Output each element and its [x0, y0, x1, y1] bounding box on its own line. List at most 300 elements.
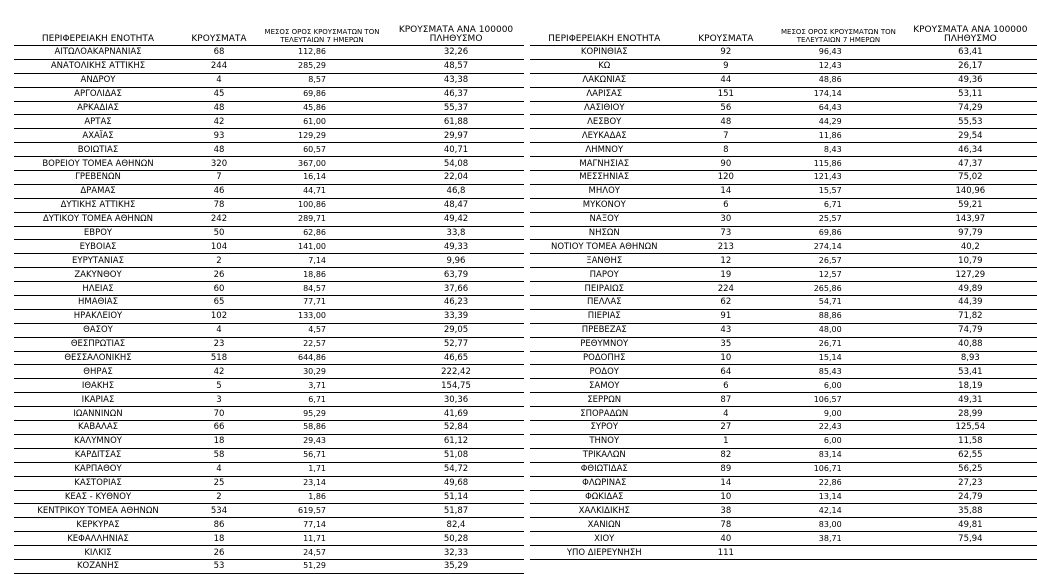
region-cell: ΝΟΤΙΟΥ ΤΟΜΕΑ ΑΘΗΝΩΝ — [530, 240, 679, 254]
right-cases-table — [530, 18, 1037, 560]
per100k-cell: 46,34 — [904, 143, 1037, 157]
cases-cell: 518 — [182, 351, 256, 365]
cases-cell: 6 — [679, 379, 774, 393]
avg7-cell: 77,71 — [256, 296, 388, 310]
per100k-cell: 49,33 — [388, 240, 524, 254]
avg7-cell: 8,43 — [773, 143, 904, 157]
cases-cell: 48 — [182, 101, 256, 115]
cases-cell: 82 — [679, 448, 774, 462]
avg7-cell: 83,14 — [773, 448, 904, 462]
table-row — [14, 559, 524, 573]
table-row — [14, 46, 524, 60]
per100k-cell: 50,28 — [388, 532, 524, 546]
per100k-cell: 35,29 — [388, 559, 524, 573]
cases-cell: 60 — [182, 282, 256, 296]
cases-cell: 68 — [182, 46, 256, 60]
per100k-cell: 27,23 — [904, 476, 1037, 490]
region-cell: ΠΙΕΡΙΑΣ — [530, 309, 679, 323]
avg7-cell: 6,71 — [256, 393, 388, 407]
table-row — [14, 184, 524, 198]
table-row — [14, 518, 524, 532]
table-row — [530, 532, 1037, 546]
table-row — [14, 421, 524, 435]
cases-cell: 64 — [679, 365, 774, 379]
cases-cell: 42 — [182, 115, 256, 129]
per100k-cell: 82,4 — [388, 518, 524, 532]
avg7-cell: 3,71 — [256, 379, 388, 393]
table-row — [530, 309, 1037, 323]
avg7-cell: 83,00 — [773, 518, 904, 532]
region-cell: ΕΥΡΥΤΑΝΙΑΣ — [14, 254, 182, 268]
region-cell: ΝΗΣΩΝ — [530, 226, 679, 240]
table-row — [14, 434, 524, 448]
table-row — [530, 198, 1037, 212]
cases-cell: 2 — [182, 254, 256, 268]
region-cell: ΣΥΡΟΥ — [530, 421, 679, 435]
per100k-cell: 125,54 — [904, 421, 1037, 435]
avg7-cell: 84,57 — [256, 282, 388, 296]
cases-cell: 35 — [679, 337, 774, 351]
cases-cell: 18 — [182, 434, 256, 448]
cases-cell: 120 — [679, 171, 774, 185]
region-cell: ΚΕΝΤΡΙΚΟΥ ΤΟΜΕΑ ΑΘΗΝΩΝ — [14, 504, 182, 518]
region-cell: ΛΑΚΩΝΙΑΣ — [530, 73, 679, 87]
region-cell: ΣΠΟΡΑΔΩΝ — [530, 407, 679, 421]
table-row — [14, 546, 524, 560]
per100k-cell: 55,53 — [904, 115, 1037, 129]
per100k-cell: 46,8 — [388, 184, 524, 198]
table-row — [530, 240, 1037, 254]
avg7-cell: 106,57 — [773, 393, 904, 407]
per100k-cell: 127,29 — [904, 268, 1037, 282]
region-cell: ΜΥΚΟΝΟΥ — [530, 198, 679, 212]
avg7-cell: 29,43 — [256, 434, 388, 448]
table-row — [14, 393, 524, 407]
per100k-cell: 49,31 — [904, 393, 1037, 407]
per100k-cell: 33,39 — [388, 309, 524, 323]
per100k-cell: 46,65 — [388, 351, 524, 365]
table-row — [530, 101, 1037, 115]
table-row — [14, 115, 524, 129]
avg7-cell: 38,71 — [773, 532, 904, 546]
left-cases-table — [14, 18, 524, 574]
per100k-cell: 48,47 — [388, 198, 524, 212]
per100k-cell: 143,97 — [904, 212, 1037, 226]
table-row — [14, 379, 524, 393]
cases-header: ΚΡΟΥΣΜΑΤΑ — [679, 18, 774, 46]
region-cell: ΙΩΑΝΝΙΝΩΝ — [14, 407, 182, 421]
per100k-cell: 49,42 — [388, 212, 524, 226]
region-cell: ΗΛΕΙΑΣ — [14, 282, 182, 296]
region-cell: ΛΕΣΒΟΥ — [530, 115, 679, 129]
per100k-cell: 140,96 — [904, 184, 1037, 198]
cases-cell: 87 — [679, 393, 774, 407]
avg7-cell: 56,71 — [256, 448, 388, 462]
per100k-cell: 18,19 — [904, 379, 1037, 393]
cases-cell: 4 — [679, 407, 774, 421]
avg7-cell: 15,57 — [773, 184, 904, 198]
per100k-cell: 29,05 — [388, 323, 524, 337]
region-cell: ΥΠΟ ΔΙΕΡΕΥΝΗΣΗ — [530, 546, 679, 560]
region-cell: ΛΕΥΚΑΔΑΣ — [530, 129, 679, 143]
avg7-cell: 274,14 — [773, 240, 904, 254]
region-cell: ΜΗΛΟΥ — [530, 184, 679, 198]
cases-cell: 4 — [182, 73, 256, 87]
avg7-cell: 24,57 — [256, 546, 388, 560]
cases-cell: 19 — [679, 268, 774, 282]
avg7-cell: 7,14 — [256, 254, 388, 268]
avg7-cell — [773, 546, 904, 560]
table-row — [14, 73, 524, 87]
per100k-cell: 22,04 — [388, 171, 524, 185]
region-cell: ΙΚΑΡΙΑΣ — [14, 393, 182, 407]
cases-cell: 48 — [182, 143, 256, 157]
per100k-cell: 40,88 — [904, 337, 1037, 351]
table-row — [14, 87, 524, 101]
table-row — [530, 87, 1037, 101]
avg7-cell: 6,71 — [773, 198, 904, 212]
avg7-cell: 13,14 — [773, 490, 904, 504]
per100k-cell: 75,94 — [904, 532, 1037, 546]
avg7-cell: 8,57 — [256, 73, 388, 87]
cases-cell: 91 — [679, 309, 774, 323]
cases-cell: 90 — [679, 157, 774, 171]
region-cell: ΑΝΔΡΟΥ — [14, 73, 182, 87]
per100k-cell: 49,81 — [904, 518, 1037, 532]
cases-cell: 242 — [182, 212, 256, 226]
cases-cell: 27 — [679, 421, 774, 435]
cases-cell: 42 — [182, 365, 256, 379]
avg7-cell: 1,71 — [256, 462, 388, 476]
region-cell: ΛΗΜΝΟΥ — [530, 143, 679, 157]
table-row — [14, 296, 524, 310]
region-cell: ΛΑΣΙΘΙΟΥ — [530, 101, 679, 115]
region-cell: ΑΧΑΪΑΣ — [14, 129, 182, 143]
region-cell: ΓΡΕΒΕΝΩΝ — [14, 171, 182, 185]
per100k-cell: 47,37 — [904, 157, 1037, 171]
cases-cell: 9 — [679, 59, 774, 73]
cases-cell: 26 — [182, 268, 256, 282]
region-cell: ΤΡΙΚΑΛΩΝ — [530, 448, 679, 462]
table-row — [14, 282, 524, 296]
region-cell: ΧΑΛΚΙΔΙΚΗΣ — [530, 504, 679, 518]
avg7-cell: 69,86 — [256, 87, 388, 101]
per100k-cell: 28,99 — [904, 407, 1037, 421]
cases-cell: 3 — [182, 393, 256, 407]
region-cell: ΠΡΕΒΕΖΑΣ — [530, 323, 679, 337]
cases-cell: 23 — [182, 337, 256, 351]
cases-cell: 50 — [182, 226, 256, 240]
cases-header: ΚΡΟΥΣΜΑΤΑ — [182, 18, 256, 46]
avg7-cell: 88,86 — [773, 309, 904, 323]
table-row — [530, 448, 1037, 462]
avg7-cell: 100,86 — [256, 198, 388, 212]
region-cell: ΒΟΡΕΙΟΥ ΤΟΜΕΑ ΑΘΗΝΩΝ — [14, 157, 182, 171]
cases-cell: 151 — [679, 87, 774, 101]
region-cell: ΡΕΘΥΜΝΟΥ — [530, 337, 679, 351]
table-row — [530, 59, 1037, 73]
per100k-cell: 30,36 — [388, 393, 524, 407]
region-cell: ΚΑΡΔΙΤΣΑΣ — [14, 448, 182, 462]
cases-cell: 244 — [182, 59, 256, 73]
cases-cell: 14 — [679, 476, 774, 490]
per100k-cell: 54,72 — [388, 462, 524, 476]
cases-cell: 46 — [182, 184, 256, 198]
table-row — [530, 476, 1037, 490]
region-cell: ΛΑΡΙΣΑΣ — [530, 87, 679, 101]
table-row — [14, 143, 524, 157]
avg7-cell: 45,86 — [256, 101, 388, 115]
avg7-cell: 129,29 — [256, 129, 388, 143]
cases-cell: 73 — [679, 226, 774, 240]
region-cell: ΚΙΛΚΙΣ — [14, 546, 182, 560]
region-cell: ΚΕΦΑΛΛΗΝΙΑΣ — [14, 532, 182, 546]
region-cell: ΠΕΙΡΑΙΩΣ — [530, 282, 679, 296]
avg7-cell: 15,14 — [773, 351, 904, 365]
avg7-cell: 112,86 — [256, 46, 388, 60]
table-row — [14, 504, 524, 518]
cases-cell: 10 — [679, 490, 774, 504]
per100k-cell: 32,33 — [388, 546, 524, 560]
table-row — [530, 184, 1037, 198]
cases-cell: 38 — [679, 504, 774, 518]
per100k-cell: 40,71 — [388, 143, 524, 157]
avg7-cell: 95,29 — [256, 407, 388, 421]
region-cell: ΦΘΙΩΤΙΔΑΣ — [530, 462, 679, 476]
avg7-cell: 25,57 — [773, 212, 904, 226]
table-row — [530, 129, 1037, 143]
avg7-cell: 4,57 — [256, 323, 388, 337]
per100k-cell: 46,37 — [388, 87, 524, 101]
table-row — [14, 240, 524, 254]
table-row — [530, 421, 1037, 435]
region-cell: ΚΑΒΑΛΑΣ — [14, 421, 182, 435]
table-row — [530, 407, 1037, 421]
per100k-cell: 55,37 — [388, 101, 524, 115]
avg7-cell: 54,71 — [773, 296, 904, 310]
cases-cell: 7 — [182, 171, 256, 185]
region-cell: ΑΡΤΑΣ — [14, 115, 182, 129]
per100k-cell: 33,8 — [388, 226, 524, 240]
table-row — [14, 337, 524, 351]
region-cell: ΣΕΡΡΩΝ — [530, 393, 679, 407]
table-row — [530, 337, 1037, 351]
avg7-cell: 58,86 — [256, 421, 388, 435]
region-cell: ΕΥΒΟΙΑΣ — [14, 240, 182, 254]
region-cell: ΤΗΝΟΥ — [530, 434, 679, 448]
avg7-cell: 265,86 — [773, 282, 904, 296]
per100k-cell: 75,02 — [904, 171, 1037, 185]
table-row — [530, 393, 1037, 407]
region-cell: ΡΟΔΟΠΗΣ — [530, 351, 679, 365]
table-row — [530, 73, 1037, 87]
region-cell: ΑΡΓΟΛΙΔΑΣ — [14, 87, 182, 101]
cases-cell: 213 — [679, 240, 774, 254]
table-row — [530, 171, 1037, 185]
cases-cell: 62 — [679, 296, 774, 310]
per100k-cell: 49,89 — [904, 282, 1037, 296]
avg7-cell: 44,71 — [256, 184, 388, 198]
table-row — [530, 157, 1037, 171]
per100k-cell: 26,17 — [904, 59, 1037, 73]
table-row — [530, 226, 1037, 240]
table-row — [14, 101, 524, 115]
table-row — [530, 46, 1037, 60]
cases-cell: 86 — [182, 518, 256, 532]
per100k-cell: 43,38 — [388, 73, 524, 87]
per100k-cell: 40,2 — [904, 240, 1037, 254]
per100k-cell — [904, 546, 1037, 560]
table-row — [14, 323, 524, 337]
table-row — [14, 254, 524, 268]
cases-cell: 30 — [679, 212, 774, 226]
table-row — [14, 365, 524, 379]
region-cell: ΚΑΣΤΟΡΙΑΣ — [14, 476, 182, 490]
table-row — [530, 254, 1037, 268]
region-header: ΠΕΡΙΦΕΡΕΙΑΚΗ ΕΝΟΤΗΤΑ — [530, 18, 679, 46]
table-row — [14, 129, 524, 143]
avg7-cell: 22,57 — [256, 337, 388, 351]
per100k-cell: 63,41 — [904, 46, 1037, 60]
table-row — [14, 268, 524, 282]
region-cell: ΚΑΛΥΜΝΟΥ — [14, 434, 182, 448]
cases-cell: 40 — [679, 532, 774, 546]
table-row — [530, 351, 1037, 365]
avg7-cell: 644,86 — [256, 351, 388, 365]
per100k-cell: 222,42 — [388, 365, 524, 379]
table-row — [530, 115, 1037, 129]
per100k-cell: 11,58 — [904, 434, 1037, 448]
region-cell: ΑΙΤΩΛΟΑΚΑΡΝΑΝΙΑΣ — [14, 46, 182, 60]
per100k-cell: 8,93 — [904, 351, 1037, 365]
cases-cell: 53 — [182, 559, 256, 573]
avg7-header: ΜΕΣΟΣ ΟΡΟΣ ΚΡΟΥΣΜΑΤΩΝ ΤΟΝ ΤΕΛΕΥΤΑΙΩΝ 7 ΗΜΕΡΩΝ — [256, 18, 388, 46]
per100k-cell: 32,26 — [388, 46, 524, 60]
avg7-header: ΜΕΣΟΣ ΟΡΟΣ ΚΡΟΥΣΜΑΤΩΝ ΤΟΝ ΤΕΛΕΥΤΑΙΩΝ 7 ΗΜΕΡΩΝ — [773, 18, 904, 46]
avg7-cell: 1,86 — [256, 490, 388, 504]
region-cell: ΘΗΡΑΣ — [14, 365, 182, 379]
cases-cell: 65 — [182, 296, 256, 310]
avg7-cell: 11,86 — [773, 129, 904, 143]
per100k-cell: 97,79 — [904, 226, 1037, 240]
region-cell: ΗΜΑΘΙΑΣ — [14, 296, 182, 310]
cases-cell: 25 — [182, 476, 256, 490]
cases-cell: 89 — [679, 462, 774, 476]
table-row — [530, 504, 1037, 518]
table-row — [530, 518, 1037, 532]
per100k-cell: 61,88 — [388, 115, 524, 129]
table-row — [14, 212, 524, 226]
per100k-cell: 52,77 — [388, 337, 524, 351]
per100k-cell: 44,39 — [904, 296, 1037, 310]
avg7-cell: 48,00 — [773, 323, 904, 337]
per100k-header: ΚΡΟΥΣΜΑΤΑ ΑΝΑ 100000 ΠΛΗΘΥΣΜΟ — [388, 18, 524, 46]
cases-cell: 26 — [182, 546, 256, 560]
region-cell: ΣΑΜΟΥ — [530, 379, 679, 393]
cases-cell: 58 — [182, 448, 256, 462]
avg7-cell: 115,86 — [773, 157, 904, 171]
per100k-cell: 52,84 — [388, 421, 524, 435]
table-row — [530, 268, 1037, 282]
per100k-cell: 59,21 — [904, 198, 1037, 212]
left-header-row — [14, 18, 524, 46]
table-row — [14, 476, 524, 490]
cases-cell: 224 — [679, 282, 774, 296]
cases-cell: 70 — [182, 407, 256, 421]
per100k-cell: 29,54 — [904, 129, 1037, 143]
region-cell: ΠΕΛΛΑΣ — [530, 296, 679, 310]
avg7-cell: 619,57 — [256, 504, 388, 518]
avg7-cell: 62,86 — [256, 226, 388, 240]
cases-cell: 4 — [182, 323, 256, 337]
region-cell: ΧΙΟΥ — [530, 532, 679, 546]
avg7-cell: 22,43 — [773, 421, 904, 435]
avg7-cell: 121,43 — [773, 171, 904, 185]
avg7-cell: 51,29 — [256, 559, 388, 573]
cases-cell: 48 — [679, 115, 774, 129]
table-row — [14, 59, 524, 73]
per100k-cell: 154,75 — [388, 379, 524, 393]
avg7-cell: 77,14 — [256, 518, 388, 532]
per100k-cell: 53,11 — [904, 87, 1037, 101]
avg7-cell: 30,29 — [256, 365, 388, 379]
region-cell: ΖΑΚΥΝΘΟΥ — [14, 268, 182, 282]
table-row — [14, 490, 524, 504]
per100k-cell: 53,41 — [904, 365, 1037, 379]
table-row — [530, 212, 1037, 226]
per100k-cell: 24,79 — [904, 490, 1037, 504]
per100k-cell: 63,79 — [388, 268, 524, 282]
avg7-cell: 16,14 — [256, 171, 388, 185]
avg7-cell: 12,57 — [773, 268, 904, 282]
avg7-cell: 61,00 — [256, 115, 388, 129]
avg7-cell: 26,71 — [773, 337, 904, 351]
per100k-cell: 29,97 — [388, 129, 524, 143]
per100k-cell: 74,29 — [904, 101, 1037, 115]
region-cell: ΕΒΡΟΥ — [14, 226, 182, 240]
avg7-cell: 60,57 — [256, 143, 388, 157]
region-cell: ΘΕΣΠΡΩΤΙΑΣ — [14, 337, 182, 351]
table-row — [14, 448, 524, 462]
table-row — [530, 365, 1037, 379]
table-row — [14, 171, 524, 185]
avg7-cell: 9,00 — [773, 407, 904, 421]
region-cell: ΗΡΑΚΛΕΙΟΥ — [14, 309, 182, 323]
avg7-cell: 106,71 — [773, 462, 904, 476]
cases-cell: 12 — [679, 254, 774, 268]
cases-cell: 92 — [679, 46, 774, 60]
per100k-cell: 62,55 — [904, 448, 1037, 462]
per100k-cell: 9,96 — [388, 254, 524, 268]
avg7-cell: 289,71 — [256, 212, 388, 226]
region-cell: ΝΑΞΟΥ — [530, 212, 679, 226]
per100k-cell: 35,88 — [904, 504, 1037, 518]
avg7-cell: 6,00 — [773, 434, 904, 448]
avg7-cell: 141,00 — [256, 240, 388, 254]
cases-cell: 43 — [679, 323, 774, 337]
cases-cell: 14 — [679, 184, 774, 198]
avg7-cell: 133,00 — [256, 309, 388, 323]
table-row — [530, 143, 1037, 157]
avg7-cell: 42,14 — [773, 504, 904, 518]
per100k-cell: 51,87 — [388, 504, 524, 518]
region-cell: ΚΟΡΙΝΘΙΑΣ — [530, 46, 679, 60]
region-cell: ΜΑΓΝΗΣΙΑΣ — [530, 157, 679, 171]
avg7-cell: 11,71 — [256, 532, 388, 546]
region-cell: ΒΟΙΩΤΙΑΣ — [14, 143, 182, 157]
region-cell: ΜΕΣΣΗΝΙΑΣ — [530, 171, 679, 185]
table-row — [530, 282, 1037, 296]
